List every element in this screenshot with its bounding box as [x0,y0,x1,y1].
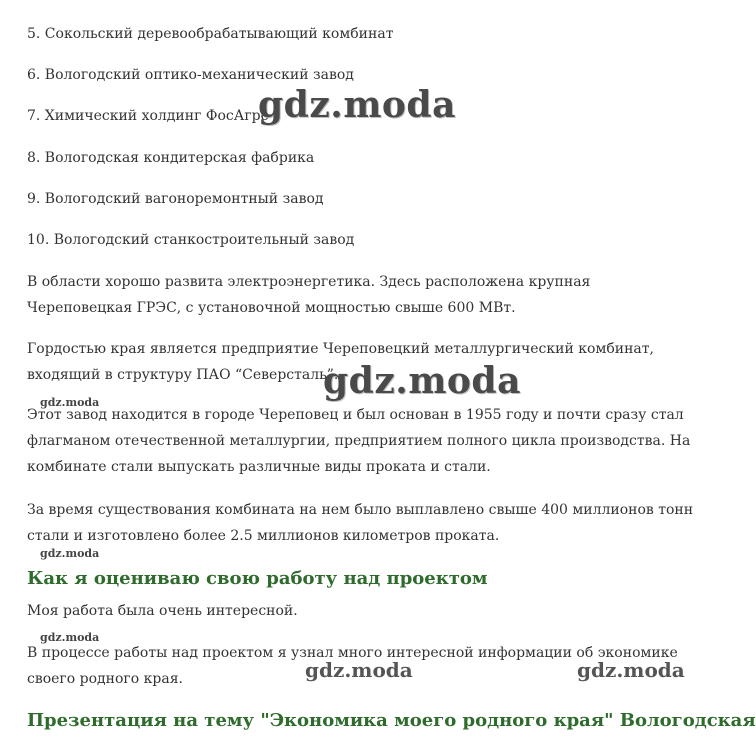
list-item: 10. Вологодский станкостроительный завод [27,232,355,248]
next-heading: Презентация на тему "Экономика моего родного края" Вологодская [27,710,756,731]
list-item: 8. Вологодская кондитерская фабрика [27,150,315,166]
paragraph-energy: В области хорошо развита электроэнергетика. Здесь расположена крупная Череповецкая ГРЭС, с установочной мощностью свыше 600 МВт. [27,274,591,316]
list-item: 7. Химический холдинг ФосАгро [27,108,270,124]
paragraph-output: За время существования комбината на нем было выплавлено свыше 400 миллионов тонн стали и изготовлено более 2.5 миллионов километров проката. [27,502,694,544]
watermark: gdz.moda [577,658,685,682]
watermark: gdz.moda [305,658,413,682]
watermark: gdz.moda [40,631,100,644]
paragraph-plant: Этот завод находится в городе Череповец и был основан в 1955 году и почти сразу стал флагманом отечественной металлургии, предприятием полного цикла производства. На комбинате стали выпускать различные виды проката и стали. [27,407,691,475]
section-heading: Как я оцениваю свою работу над проектом [27,568,488,589]
paragraph-evaluation: Моя работа была очень интересной. [27,603,298,619]
watermark: gdz.moda [40,547,100,560]
next-heading-clipped [27,706,756,731]
paragraph-pride: Гордостью края является предприятие Череповецкий металлургический комбинат, входящий в структуру ПАО “Северсталь”. [27,341,654,383]
watermark: gdz.moda [258,84,456,126]
watermark: gdz.moda [323,360,521,402]
paragraph-learned: В процессе работы над проектом я узнал много интересной информации об экономике своего родного края. [27,645,678,687]
list-item: 6. Вологодский оптико-механический завод [27,67,354,83]
list-item: 9. Вологодский вагоноремонтный завод [27,191,324,207]
list-item: 5. Сокольский деревообрабатывающий комбинат [27,26,394,42]
watermark: gdz.moda [40,396,100,409]
